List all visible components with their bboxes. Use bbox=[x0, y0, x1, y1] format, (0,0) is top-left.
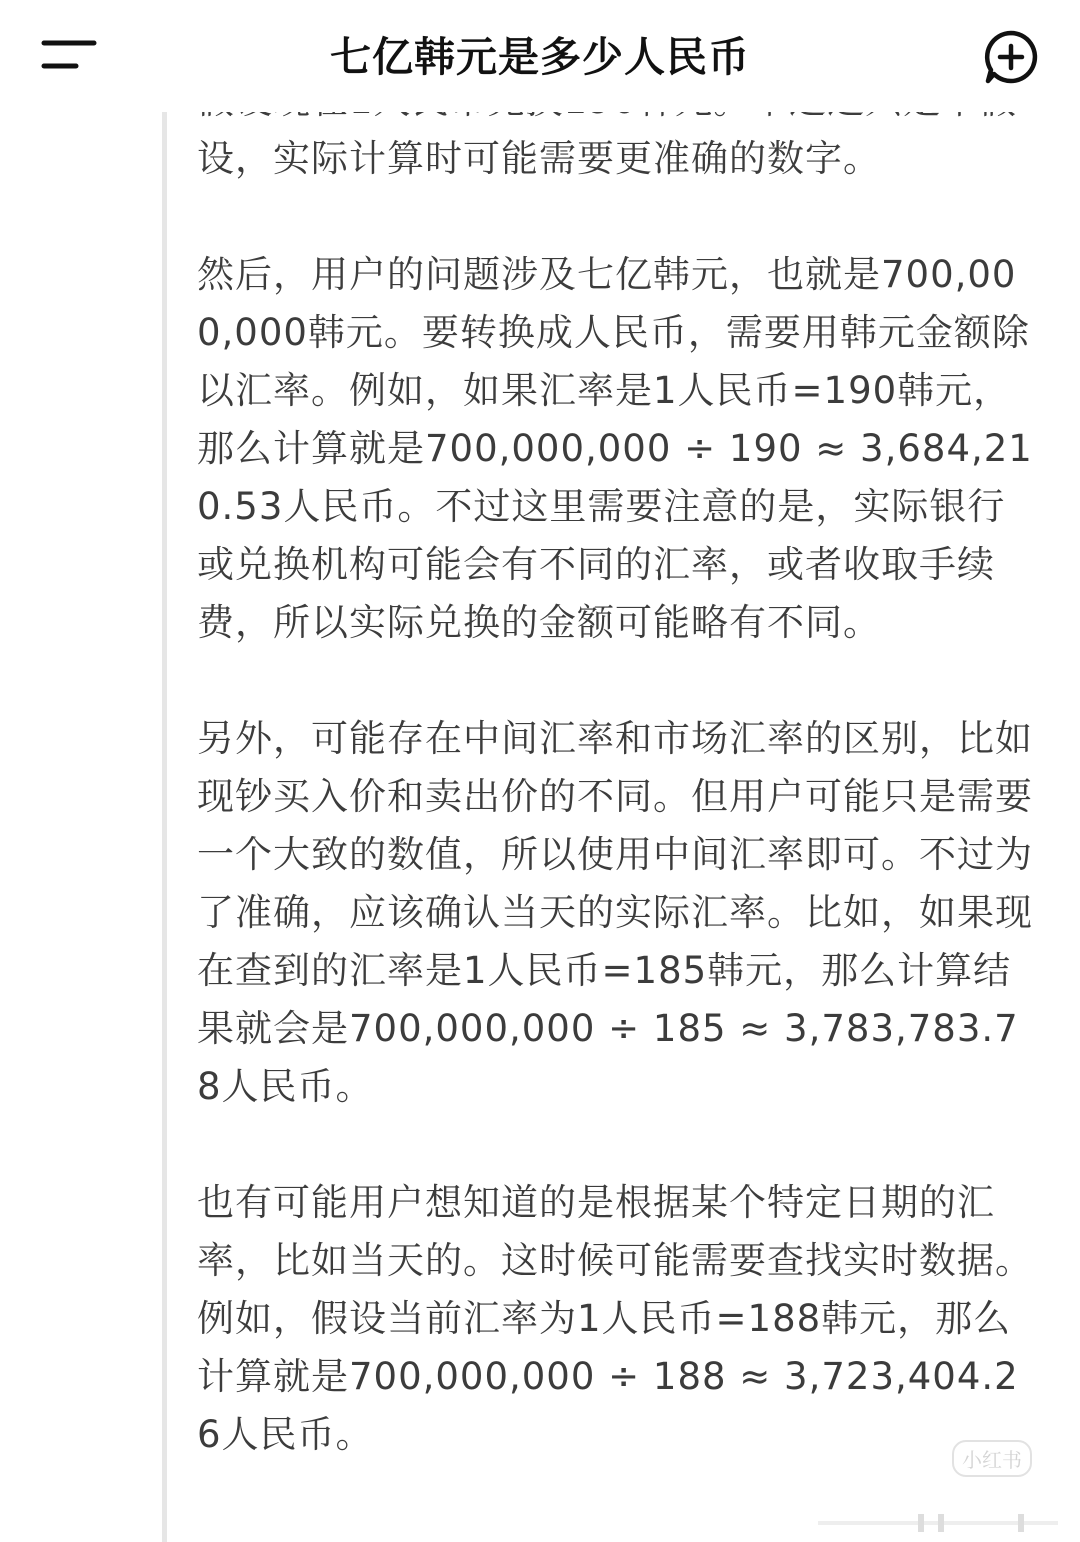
paragraph-2: 然后，用户的问题涉及七亿韩元，也就是700,000,000韩元。要转换成人民币，需要用韩元金额除以汇率。例如，如果汇率是1人民币=190韩元，那么计算就是700,000,000 ÷ 190 ≈ 3,684,210.53人民币。不过这里需要注意的是，实际银行或兑换机构可能会有不同的汇率，或者收取手续费，所以实际兑换的金额可能略有不同。 bbox=[197, 253, 1033, 644]
reasoning-thread-line bbox=[162, 112, 167, 1542]
new-chat-plus-icon[interactable] bbox=[982, 28, 1040, 86]
page-title: 七亿韩元是多少人民币 bbox=[330, 33, 750, 81]
paragraph-1: 设，实际计算时可能需要更准确的数字。 bbox=[197, 137, 881, 180]
paragraph-4: 也有可能用户想知道的是根据某个特定日期的汇率，比如当天的。这时候可能需要查找实时数据。例如，假设当前汇率为1人民币=188韩元，那么计算就是700,000,000 ÷ 188 ≈ 3,723,404.26人民币。 bbox=[197, 1181, 1033, 1456]
reasoning-content bbox=[197, 72, 1043, 1464]
paragraph-3: 另外，可能存在中间汇率和市场汇率的区别，比如现钞买入价和卖出价的不同。但用户可能只是需要一个大致的数值，所以使用中间汇率即可。不过为了准确，应该确认当天的实际汇率。比如，如果现在查到的汇率是1人民币=185韩元，那么计算结果就会是700,000,000 ÷ 185 ≈ 3,783,783.78人民币。 bbox=[197, 717, 1033, 1108]
watermark-logo: 小红书 bbox=[952, 1440, 1032, 1477]
top-bar bbox=[0, 0, 1080, 112]
scroll-indicator bbox=[818, 1512, 1058, 1534]
